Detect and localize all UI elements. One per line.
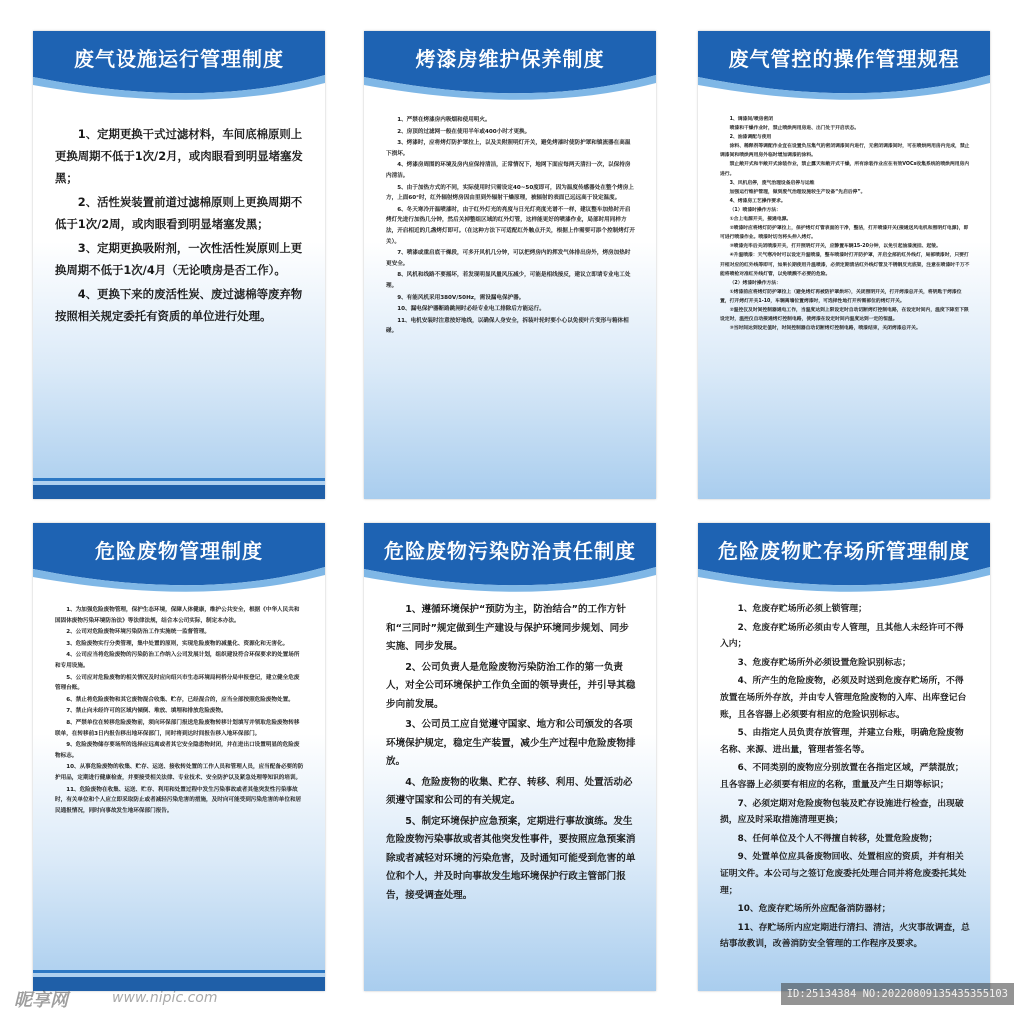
rule-item: 5、制定环境保护应急预案，定期进行事故演练。发生危险废物污染事故或者其他突发性事件，要按照应急预案消除或者减轻对环境的污染危害，及时通知可能受到危害的单位和个人，并及时向事故发生地环境保护行政主管部门报告，接受调查处理。	[386, 815, 636, 901]
rule-item: 6、冬天寒冷开温喷漆时，由于红外灯光的亮度与日光灯亮度光谱不一样，建议整车加热时开启烤灯先进行加热几分钟，然后关掉整组区域的红外灯管，这样能更好的喷漆作业，局部时用同样方法，开启相近的几盏烤灯即可。（在这种方法下可适配红外触点开关，根据上作需要可添个控制烤灯开关）。	[386, 206, 635, 245]
board-body	[386, 601, 636, 907]
board-waste-gas-facility	[33, 31, 325, 499]
board-title: 废气管控的操作管理规程	[728, 47, 960, 71]
rule-item: （1）喷漆时操作方法：	[729, 207, 781, 213]
rule-item: 6、禁止将危险废物和其它废物混合收集、贮存，已经混合的，应当全部按照危险废物处置。	[66, 696, 294, 703]
board-body	[720, 115, 970, 333]
board-title: 废气设施运行管理制度	[74, 47, 284, 71]
rule-item: 7、必须定期对危险废物包装及贮存设施进行检查，出现破损，应及时采取措施清理更换；	[720, 798, 964, 826]
rule-item: 2、危废存贮场所必须由专人管理，且其他人未经许可不得入内；	[720, 622, 964, 650]
rule-item: 1、调漆间/喷房密闭	[729, 117, 774, 122]
rule-item: 1、为加强危险废物管理，保护生态环境，保障人体健康，维护公共安全，根据《中华人民共和国固体废物污染环境防治法》等法律法规，结合本公司实际，制定本办法。	[55, 607, 300, 624]
rule-item: 涂料、稀释剂等调配作业宜在设置负压集气的密闭调漆间内进行，无密闭调漆间时，可在喷烘两用房内完成，禁止调漆间和喷烘两用房外临时增加调漆的涂料。	[720, 144, 970, 159]
rule-item: 2、房顶的过滤网一般在使用半年或400小时才更换。	[397, 128, 531, 135]
rule-item: 4、更换下来的废活性炭、废过滤棉等废弃物按照相关规定委托有资质的单位进行处理。	[55, 287, 303, 323]
rule-item: 11、电机安装时注意按好地线，以确保人身安全，拆装叶轮时要小心以免使叶片变形与箱体相碰。	[386, 317, 629, 335]
footer-stripe	[33, 970, 325, 973]
board-header	[364, 31, 656, 109]
board-storage-site	[698, 523, 990, 991]
rule-item: ②喷漆时应将烤灯防护罩拉上，保护烤灯灯管表面的干净，整洁，打开喷漆开关(接通送风电机和照明灯电源)，即可进行喷漆作业。喷漆时切勿将头伸入烤灯。	[720, 226, 969, 241]
rule-item: 8、风机和线路不要摇坏，若发现明显风量风压减少，可能是相线接反，建议立即请专业电工处理。	[386, 272, 631, 289]
rule-item: ④升温喷漆：天气寒冷时可以设定升温喷漆，整车喷漆时打开防护罩，开启全部的红外线灯，局部喷漆时，只要打开相对应的红外线等即可，如果长期使用升温喷漆，必须定期清洁红外线灯管及不锈钢反光底架，注意在喷漆时千万不能将喷枪对准红外线灯管，以免喷溅不必要的危险。	[720, 253, 970, 277]
rule-item: 4、危险废物的收集、贮存、转移、利用、处置活动必须遵守国家和公司的有关规定。	[386, 776, 633, 806]
rule-item: 3、烤漆时，应将烤灯防护罩拉上，以及关附照明灯开关，避免烤漆时使防护罩和镇流器在高温下损坏。	[386, 140, 631, 157]
rule-item: 1、遵循环境保护“预防为主，防治结合”的工作方针和“三同时”规定做到生产建设与保护环境同步规划、同步实施、同步发展。	[386, 604, 629, 652]
image-id-label: ID:25134384 NO:20220809135435355103	[781, 983, 1014, 1005]
rule-item: 5、公司应对危险废物的相关情况及时应向绍兴市生态环境局柯桥分局申报登记，建立健全危废管理台账。	[55, 674, 300, 692]
rule-item: （2）烤漆时操作方法：	[729, 280, 781, 286]
rule-item: 3、风机启停，废气治理设备启停与运维	[729, 180, 815, 186]
board-body	[55, 605, 305, 817]
rule-item: 1、危废存贮场所必须上锁管理；	[737, 604, 867, 614]
rule-item: 9、处置单位应具备废物回收、处置相应的资质，并有相关证明文件。本公司与之签订危废委托处理合同并将危废委托其处理；	[720, 852, 967, 896]
board-waste-gas-operation	[698, 31, 990, 499]
board-pollution-responsibility	[364, 523, 656, 991]
rule-item: 2、公司负责人是危险废物污染防治工作的第一负责人，对全公司环境保护工作负全面的领导责任，并引导其稳步向前发展。	[386, 661, 636, 710]
rule-item: 3、公司员工应自觉遵守国家、地方和公司颁发的各项环境保护规定，稳定生产装置，减少生产过程中危险废物排放。	[386, 719, 636, 767]
rule-item: 6、不同类别的废物应分别放置在各指定区域，严禁混放；且各容器上必须要有相应的名称，重量及产生日期等标识；	[720, 763, 964, 790]
rule-item: 1、严禁在烤漆房内吸烟和使用明火。	[397, 117, 491, 123]
rule-item: 2、活性炭装置前道过滤棉原则上更换周期不低于1次/2周，或肉眼看到明显堵塞发黑；	[55, 195, 303, 231]
rule-item: 11、危险废物在收集、运送、贮存、利用和处置过程中发生污染事故或者其他突发性污染事故时，有关单位和个人应立即采取防止或者减轻污染危害的措施，及时向可能受到污染危害的单位和居民通报情况，同时向事故发生地环保部门报告。	[55, 786, 302, 814]
rule-item: 5、由指定人员负责存放管理，并建立台账，明确危险废物名称、来源、进出量，管理者签名等。	[720, 728, 964, 755]
rule-item: 3、危废存贮场所外必须设置危险识别标志；	[737, 657, 911, 668]
rule-item: 4、公司应当将危险废物的污染防治工作纳入公司发展计划，组织建设符合环保要求的处置场所和专用设施。	[55, 652, 300, 669]
rule-item: 11、存贮场所内应定期进行清扫、清洁，火灾事故调查，总结事故教训，改善消防安全管理的工作程序及要求。	[720, 922, 970, 950]
rule-item: 7、喷漆或重启底干燥段，可多开风机几分钟，可以把烤房内的挥发气体排出房外，烤房加热时更安全。	[386, 250, 631, 267]
board-title: 烤漆房维护保养制度	[415, 47, 605, 71]
rule-item: 3、危险废物实行分类管理，集中处置的原则，实现危险废物的减量化、资源化和无害化。	[66, 640, 289, 647]
watermark-site-url: www.nipic.com	[112, 990, 218, 1006]
board-header	[698, 31, 990, 109]
board-body	[386, 115, 636, 338]
rule-item: 10、从事危险废物的收集、贮存、运送、接收转处置的工作人员和管理人员，应当配备必要的防护用品，定期进行健康检查，并要接受相关法律、专业技术、安全防护以及紧急处理等知识的培训。	[55, 764, 304, 781]
rule-item: 4、所产生的危险废物，必须及时送到危废存贮场所，不得放置在场所外存放，并由专人管理危险废物的入库、出库登记台账，且各容器上必须要有相应的危险识别标志。	[720, 676, 967, 720]
rule-item: 1、定期更换干式过滤材料，车间底棉原则上更换周期不低于1次/2月，或肉眼看到明显堵塞发黑；	[55, 127, 303, 185]
board-paint-booth-maintenance	[364, 31, 656, 499]
rule-item: 2、公司对危险废物环境污染防治工作实施统一监督管理。	[66, 629, 210, 636]
board-title: 危险废物管理制度	[95, 539, 263, 563]
board-header	[364, 523, 656, 601]
rule-item: 3、定期更换吸附剂，一次性活性炭原则上更换周期不低于1次/4月（无论喷房是否工作）。	[55, 241, 303, 277]
board-header	[33, 523, 325, 601]
rule-item: 4、烤漆房工艺操作要求。	[729, 198, 786, 204]
footer-band	[33, 977, 325, 991]
board-title: 危险废物贮存场所管理制度	[718, 539, 970, 563]
footer-stripe	[33, 478, 325, 481]
rule-item: ③当时间达到设定值时，时间控制器自动切断烤灯控制电路，喷漆结束，关闭烤漆总开关。	[729, 326, 921, 332]
rule-item: 加强运行维护管理，做到废气治理设施较生产设备“先启后停”。	[729, 189, 866, 195]
rule-item: 4、烤漆房周围的环境及房内应保持清洁，正常情况下，地网下面应每两天清扫一次，以保持房内清洁。	[386, 162, 631, 179]
board-hazardous-waste-management	[33, 523, 325, 991]
rule-item: 2、油漆调配与使用	[729, 135, 772, 141]
rule-item: 禁止敞开式和半敞开式涂装作业，禁止露天和敞开式干燥，所有涂装作业应在有效VOCs收集系统的喷烘两用房内进行。	[720, 162, 970, 177]
rule-item: 10、漏电保护器断路跳闸时必经专业电工排除后方能运行。	[397, 306, 545, 313]
rule-item: 7、禁止向未经许可的区域内倾倒、堆放、填埋和排放危险废物。	[66, 708, 227, 715]
board-header	[698, 523, 990, 601]
rule-item: ③喷漆完毕后关闭喷漆开关，打开照明灯开关，应静置车辆15-20分钟，以免引起油漆流挂、起皱。	[729, 244, 941, 250]
board-body	[55, 123, 305, 329]
board-header	[33, 31, 325, 109]
board-body	[720, 601, 970, 955]
rule-item: 8、任何单位及个人不得擅自转移，处置危险废物；	[737, 833, 938, 844]
rule-item: ②温控仪及时间控制器通电工作，当温度达到上限设定时自动切断烤灯控制电路，在设定时间内，温度下降至下限设定时，温控仪自动接通烤灯控制电路，使烤漆在设定时间内温度达到一定的恒温。	[720, 307, 969, 323]
rule-item: 9、有能风机采用380V/50Hz，需设漏电保护器。	[397, 294, 525, 301]
rule-item: ①合上电源开关，接通电源。	[729, 217, 792, 223]
rule-item: 5、由于加热方式的不同，实际使用时只需设定40~50度即可，因为温度传感器处在整个烤房上方，上面60°时，红外辐射烤房因由里到外辐射干燥原理，被辐射的表面已远远高于设定温度。	[386, 184, 634, 202]
watermark-site-name: 昵享网	[14, 990, 68, 1011]
rule-item: 9、危险废物储存要场所的选择应远离或者其它安全隐患物封闭，并在进出口设置明显的危险废物标志。	[55, 742, 300, 759]
footer-band	[33, 485, 325, 499]
rule-item: 10、危废存贮场所外应配备消防器材；	[737, 904, 891, 915]
board-title: 危险废物污染防治责任制度	[384, 539, 636, 563]
rule-item: 喷漆和干燥作业时，禁止喷烘两用房进、出门处于开启状态。	[729, 126, 860, 132]
rule-item: 8、严禁单位在转移危险废物前，须向环保部门报送危险废物转移计划填写并领取危险废物转移联单，在转移前3日内报告移出地环保部门，同时将到达时间报告移入地环保部门。	[55, 719, 300, 737]
rule-item: ①烤漆前应将烤灯防护罩拉上（避免烤灯再被防护罩烘坏），关闭照明开关，打开烤漆总开关，将钥匙于烤漆位置，打开烤灯开关1-10，车辆离墙位置烤漆时，可选择性地打开所需部位的烤灯开关。	[720, 289, 962, 304]
